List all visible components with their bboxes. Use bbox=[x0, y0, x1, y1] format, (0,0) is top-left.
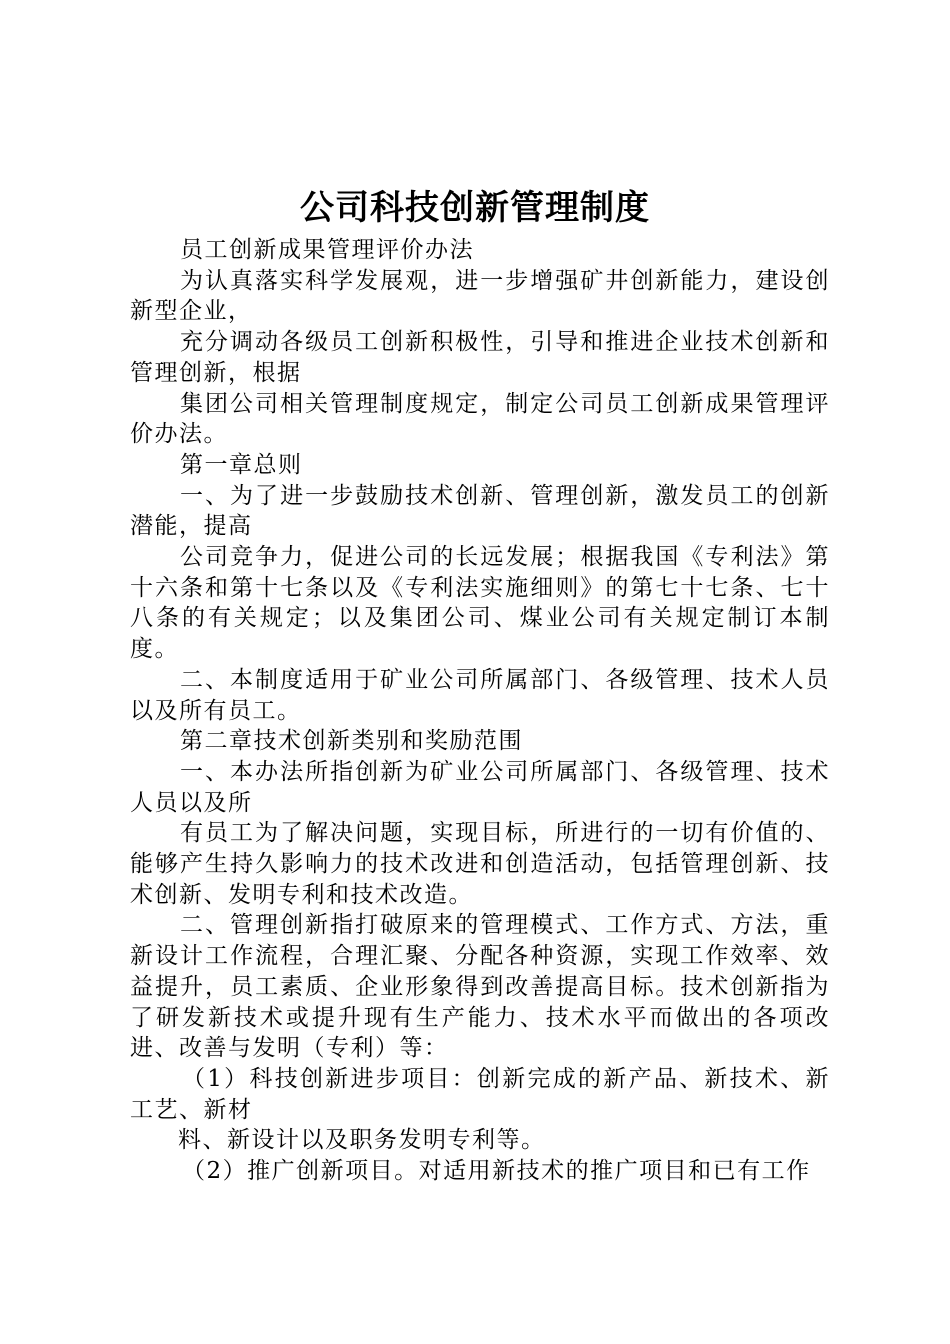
paragraph: 一、为了进一步鼓励技术创新、管理创新，激发员工的创新潜能，提高 bbox=[130, 482, 830, 540]
paragraph: 二、本制度适用于矿业公司所属部门、各级管理、技术人员以及所有员工。 bbox=[130, 666, 830, 724]
paragraph: 充分调动各级员工创新积极性，引导和推进企业技术创新和管理创新，根据 bbox=[130, 329, 830, 386]
list-item: （1）科技创新进步项目：创新完成的新产品、新技术、新工艺、新材 bbox=[130, 1065, 830, 1123]
paragraph: 公司竞争力，促进公司的长远发展；根据我国《专利法》第十六条和第十七条以及《专利法实施细则》的第七十七条、七十八条的有关规定；以及集团公司、煤业公司有关规定制订本制度。 bbox=[130, 544, 830, 663]
paragraph: 为认真落实科学发展观，进一步增强矿井创新能力，建设创新型企业， bbox=[130, 267, 830, 325]
chapter-heading: 第一章总则 bbox=[180, 451, 303, 478]
chapter-heading: 第二章技术创新类别和奖励范围 bbox=[180, 728, 523, 755]
paragraph: 料、新设计以及职务发明专利等。 bbox=[178, 1127, 546, 1154]
paragraph: 一、本办法所指创新为矿业公司所属部门、各级管理、技术人员以及所 bbox=[130, 758, 830, 816]
document-title: 公司科技创新管理制度 bbox=[300, 188, 650, 228]
paragraph: 二、管理创新指打破原来的管理模式、工作方式、方法，重新设计工作流程，合理汇聚、分配各种资源，实现工作效率、效益提升，员工素质、企业形象得到改善提高目标。技术创新指为了研发新技术或提升现有生产能力、技术水平而做出的各项改进、改善与发明（专利）等： bbox=[130, 912, 830, 1062]
list-item: （2）推广创新项目。对适用新技术的推广项目和已有工作 bbox=[182, 1158, 811, 1185]
paragraph-subtitle: 员工创新成果管理评价办法 bbox=[180, 237, 474, 263]
document-body bbox=[130, 235, 830, 1187]
paragraph: 有员工为了解决问题，实现目标，所进行的一切有价值的、能够产生持久影响力的技术改进和创造活动，包括管理创新、技术创新、发明专利和技术改造。 bbox=[130, 820, 830, 908]
paragraph: 集团公司相关管理制度规定，制定公司员工创新成果管理评价办法。 bbox=[130, 390, 830, 448]
